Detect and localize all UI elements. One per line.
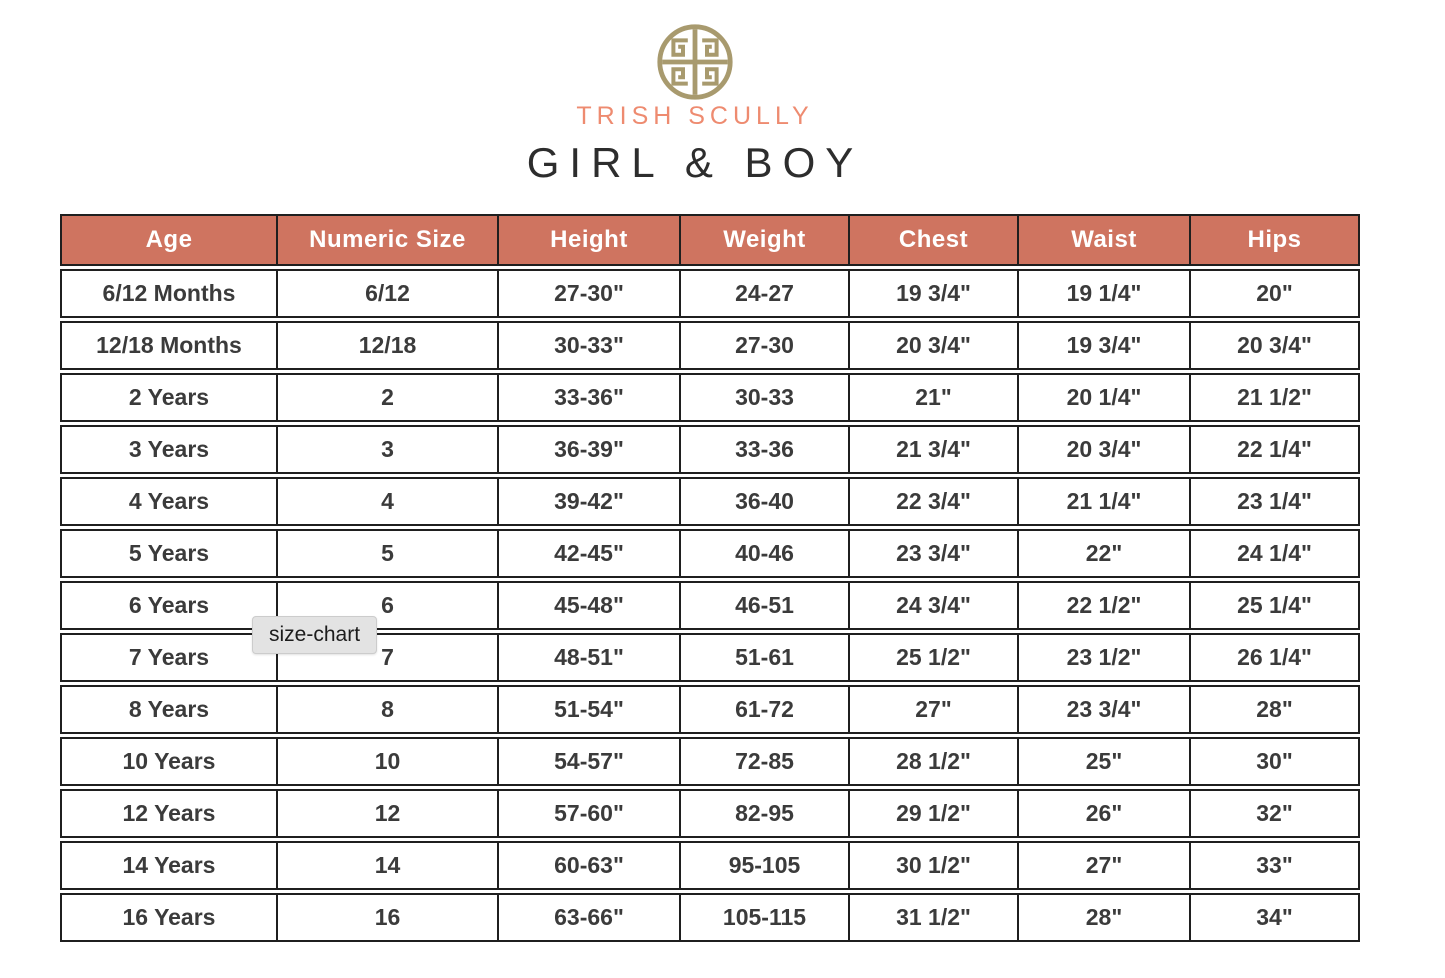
column-header-weight: Weight xyxy=(681,214,850,266)
cell-hips: 34" xyxy=(1191,893,1360,942)
cell-chest: 22 3/4" xyxy=(850,477,1019,526)
cell-hips: 20" xyxy=(1191,269,1360,318)
cell-height: 60-63" xyxy=(499,841,681,890)
cell-weight: 24-27 xyxy=(681,269,850,318)
cell-waist: 21 1/4" xyxy=(1019,477,1191,526)
column-header-waist: Waist xyxy=(1019,214,1191,266)
cell-hips: 30" xyxy=(1191,737,1360,786)
cell-waist: 25" xyxy=(1019,737,1191,786)
column-header-numeric-size: Numeric Size xyxy=(278,214,499,266)
cell-numeric-size: 14 xyxy=(278,841,499,890)
brand-header xyxy=(60,0,1330,187)
cell-weight: 27-30 xyxy=(681,321,850,370)
cell-waist: 22 1/2" xyxy=(1019,581,1191,630)
cell-chest: 21 3/4" xyxy=(850,425,1019,474)
cell-weight: 33-36 xyxy=(681,425,850,474)
size-chart-tooltip: size-chart xyxy=(252,616,377,654)
trish-scully-emblem-icon xyxy=(655,22,735,102)
cell-chest: 28 1/2" xyxy=(850,737,1019,786)
cell-height: 33-36" xyxy=(499,373,681,422)
cell-height: 39-42" xyxy=(499,477,681,526)
cell-height: 51-54" xyxy=(499,685,681,734)
cell-age: 6 Years xyxy=(60,581,278,630)
cell-numeric-size: 10 xyxy=(278,737,499,786)
cell-height: 45-48" xyxy=(499,581,681,630)
table-row xyxy=(60,477,1360,526)
cell-chest: 23 3/4" xyxy=(850,529,1019,578)
page-title: GIRL & BOY xyxy=(526,139,864,186)
column-header-height: Height xyxy=(499,214,681,266)
cell-numeric-size: 6/12 xyxy=(278,269,499,318)
table-row xyxy=(60,373,1360,422)
cell-hips: 23 1/4" xyxy=(1191,477,1360,526)
cell-weight: 61-72 xyxy=(681,685,850,734)
table-row xyxy=(60,321,1360,370)
column-header-hips: Hips xyxy=(1191,214,1360,266)
cell-age: 12 Years xyxy=(60,789,278,838)
cell-age: 10 Years xyxy=(60,737,278,786)
cell-weight: 51-61 xyxy=(681,633,850,682)
cell-chest: 30 1/2" xyxy=(850,841,1019,890)
cell-hips: 28" xyxy=(1191,685,1360,734)
cell-chest: 19 3/4" xyxy=(850,269,1019,318)
table-header-row xyxy=(60,214,1360,266)
cell-weight: 36-40 xyxy=(681,477,850,526)
cell-hips: 26 1/4" xyxy=(1191,633,1360,682)
cell-age: 3 Years xyxy=(60,425,278,474)
cell-hips: 22 1/4" xyxy=(1191,425,1360,474)
cell-age: 7 Years xyxy=(60,633,278,682)
cell-waist: 19 1/4" xyxy=(1019,269,1191,318)
cell-numeric-size: 8 xyxy=(278,685,499,734)
cell-chest: 21" xyxy=(850,373,1019,422)
cell-weight: 40-46 xyxy=(681,529,850,578)
column-header-age: Age xyxy=(60,214,278,266)
cell-height: 36-39" xyxy=(499,425,681,474)
cell-weight: 72-85 xyxy=(681,737,850,786)
cell-hips: 25 1/4" xyxy=(1191,581,1360,630)
cell-numeric-size: 16 xyxy=(278,893,499,942)
cell-height: 30-33" xyxy=(499,321,681,370)
cell-age: 2 Years xyxy=(60,373,278,422)
column-header-chest: Chest xyxy=(850,214,1019,266)
cell-waist: 23 3/4" xyxy=(1019,685,1191,734)
cell-chest: 31 1/2" xyxy=(850,893,1019,942)
cell-height: 27-30" xyxy=(499,269,681,318)
brand-name: TRISH SCULLY xyxy=(576,102,814,130)
cell-weight: 46-51 xyxy=(681,581,850,630)
cell-chest: 29 1/2" xyxy=(850,789,1019,838)
cell-height: 57-60" xyxy=(499,789,681,838)
cell-height: 48-51" xyxy=(499,633,681,682)
cell-weight: 82-95 xyxy=(681,789,850,838)
cell-age: 6/12 Months xyxy=(60,269,278,318)
cell-age: 16 Years xyxy=(60,893,278,942)
table-row xyxy=(60,841,1360,890)
cell-height: 54-57" xyxy=(499,737,681,786)
cell-waist: 23 1/2" xyxy=(1019,633,1191,682)
cell-chest: 27" xyxy=(850,685,1019,734)
cell-age: 12/18 Months xyxy=(60,321,278,370)
table-row xyxy=(60,789,1360,838)
cell-numeric-size: 2 xyxy=(278,373,499,422)
cell-numeric-size: 12/18 xyxy=(278,321,499,370)
size-chart-table xyxy=(60,211,1360,945)
cell-numeric-size: 6 xyxy=(278,581,499,630)
cell-numeric-size: 5 xyxy=(278,529,499,578)
cell-waist: 26" xyxy=(1019,789,1191,838)
cell-hips: 20 3/4" xyxy=(1191,321,1360,370)
cell-age: 5 Years xyxy=(60,529,278,578)
cell-numeric-size: 12 xyxy=(278,789,499,838)
cell-hips: 24 1/4" xyxy=(1191,529,1360,578)
table-row xyxy=(60,893,1360,942)
cell-waist: 22" xyxy=(1019,529,1191,578)
cell-waist: 20 3/4" xyxy=(1019,425,1191,474)
cell-hips: 33" xyxy=(1191,841,1360,890)
cell-numeric-size: 7 xyxy=(278,633,499,682)
cell-weight: 105-115 xyxy=(681,893,850,942)
cell-chest: 20 3/4" xyxy=(850,321,1019,370)
cell-age: 8 Years xyxy=(60,685,278,734)
cell-waist: 19 3/4" xyxy=(1019,321,1191,370)
cell-waist: 28" xyxy=(1019,893,1191,942)
cell-hips: 21 1/2" xyxy=(1191,373,1360,422)
cell-weight: 30-33 xyxy=(681,373,850,422)
cell-weight: 95-105 xyxy=(681,841,850,890)
cell-age: 14 Years xyxy=(60,841,278,890)
cell-chest: 24 3/4" xyxy=(850,581,1019,630)
table-row xyxy=(60,425,1360,474)
cell-numeric-size: 3 xyxy=(278,425,499,474)
cell-height: 63-66" xyxy=(499,893,681,942)
table-row xyxy=(60,737,1360,786)
cell-waist: 20 1/4" xyxy=(1019,373,1191,422)
table-body xyxy=(60,269,1360,942)
cell-height: 42-45" xyxy=(499,529,681,578)
cell-age: 4 Years xyxy=(60,477,278,526)
table-row xyxy=(60,269,1360,318)
table-header xyxy=(60,214,1360,266)
table-row xyxy=(60,685,1360,734)
cell-hips: 32" xyxy=(1191,789,1360,838)
cell-chest: 25 1/2" xyxy=(850,633,1019,682)
table-row xyxy=(60,529,1360,578)
cell-numeric-size: 4 xyxy=(278,477,499,526)
cell-waist: 27" xyxy=(1019,841,1191,890)
